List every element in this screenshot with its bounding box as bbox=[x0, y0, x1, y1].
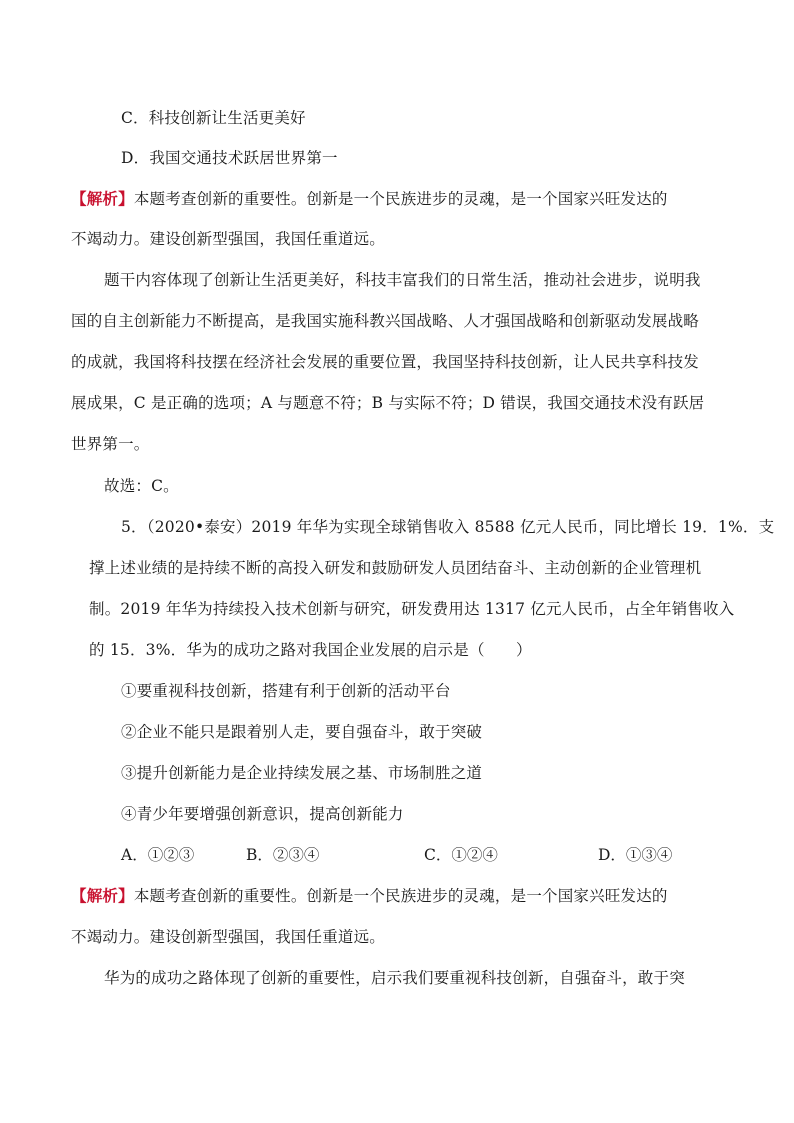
explain-2-line-1: 华为的成功之路体现了创新的重要性，启示我们要重视科技创新，自强奋斗，敢于突 bbox=[104, 969, 685, 987]
analysis-label: 【解析】 bbox=[71, 189, 134, 208]
option-d: D．我国交通技术跃居世界第一 bbox=[121, 149, 338, 167]
explain-line-2: 国的自主创新能力不断提高，是我国实施科教兴国战略、人才强国战略和创新驱动发展战略 bbox=[71, 312, 700, 330]
statement-2: ②企业不能只是跟着别人走，要自强奋斗，敢于突破 bbox=[121, 723, 483, 741]
analysis-text-2: 本题考查创新的重要性。创新是一个民族进步的灵魂，是一个国家兴旺发达的 bbox=[133, 887, 668, 905]
analysis-2-line-2: 不竭动力。建设创新型强国，我国任重道远。 bbox=[71, 928, 386, 946]
statement-3: ③提升创新能力是企业持续发展之基、市场制胜之道 bbox=[121, 764, 483, 782]
choice-b: B．②③④ bbox=[246, 846, 320, 864]
choice-d: D．①③④ bbox=[598, 846, 673, 864]
explain-line-3: 的成就，我国将科技摆在经济社会发展的重要位置，我国坚持科技创新，让人民共享科技发 bbox=[71, 353, 700, 371]
choice-c: C．①②④ bbox=[424, 846, 498, 864]
option-c: C．科技创新让生活更美好 bbox=[121, 109, 306, 127]
analysis-paragraph-2 bbox=[71, 886, 668, 906]
question-5-line-3: 制。2019 年华为持续投入技术创新与研究，研发费用达 1317 亿元人民币，占全年销售收入 bbox=[89, 600, 735, 618]
statement-4: ④青少年要增强创新意识，提高创新能力 bbox=[121, 805, 404, 823]
choice-a: A．①②③ bbox=[121, 846, 195, 864]
question-5-line-4: 的 15．3%．华为的成功之路对我国企业发展的启示是（ ） bbox=[89, 641, 532, 659]
question-5-line-1: 5．（2020•泰安）2019 年华为实现全球销售收入 8588 亿元人民币，同比增长 19．1%．支 bbox=[121, 518, 775, 536]
analysis-paragraph-1 bbox=[71, 189, 668, 209]
explain-line-5: 世界第一。 bbox=[71, 435, 150, 453]
analysis-text: 本题考查创新的重要性。创新是一个民族进步的灵魂，是一个国家兴旺发达的 bbox=[133, 190, 668, 208]
answer-line: 故选：C。 bbox=[104, 477, 179, 495]
explain-line-4: 展成果，C 是正确的选项；A 与题意不符；B 与实际不符；D 错误，我国交通技术没有跃居 bbox=[71, 394, 705, 412]
question-5-line-2: 撑上述业绩的是持续不断的高投入研发和鼓励研发人员团结奋斗、主动创新的企业管理机 bbox=[89, 559, 702, 577]
analysis-label-2: 【解析】 bbox=[71, 886, 134, 905]
statement-1: ①要重视科技创新，搭建有利于创新的活动平台 bbox=[121, 682, 451, 700]
analysis-line-2: 不竭动力。建设创新型强国，我国任重道远。 bbox=[71, 230, 386, 248]
explain-line-1: 题干内容体现了创新让生活更美好，科技丰富我们的日常生活，推动社会进步，说明我 bbox=[104, 271, 701, 289]
